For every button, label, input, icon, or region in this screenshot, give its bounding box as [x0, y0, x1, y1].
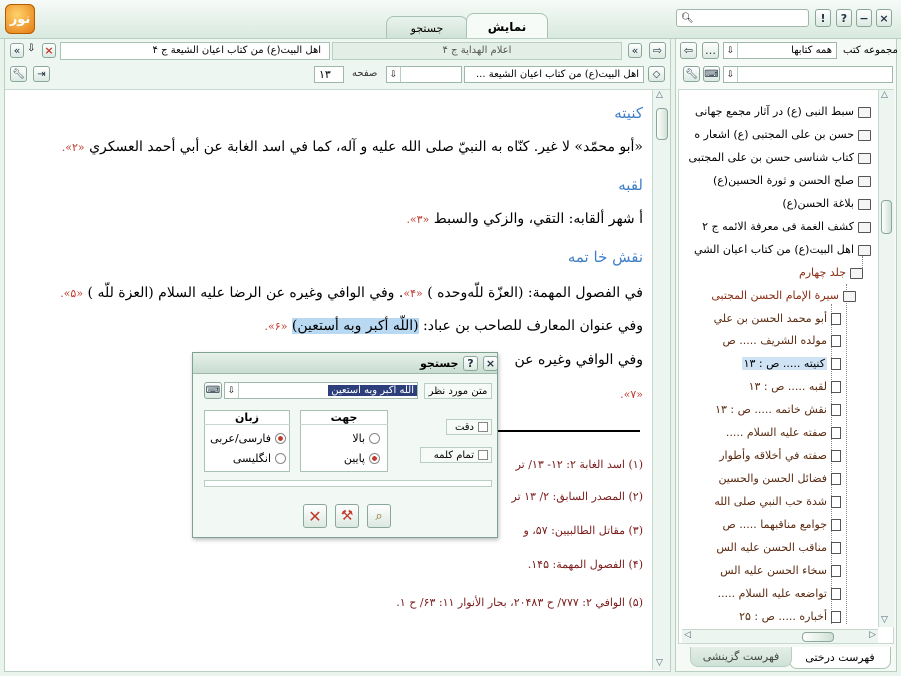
library-hscroll-left-icon[interactable]: ◁ — [684, 630, 691, 640]
alert-icon: ! — [820, 11, 826, 25]
page-icon — [831, 496, 841, 508]
para-kunya-text: «أبو محمّد» لا غير. كنّاه به النبيّ صلى الله عليه و آله، كما في اسد الغابة عن أبي أحمد العسكري — [89, 139, 643, 155]
language-english-label: انگليسى — [232, 452, 271, 465]
app-logo: نور — [5, 4, 35, 34]
library-item-6[interactable] — [686, 218, 871, 236]
toc-item-5[interactable] — [686, 401, 841, 419]
library-item-1[interactable] — [686, 103, 871, 121]
tab-scroll-left-button[interactable]: « — [10, 43, 24, 58]
exact-check-icon — [478, 422, 488, 432]
para-kunya — [62, 139, 643, 155]
library-item-label: كتاب شناسی حسن بن علی المجتبی — [688, 151, 854, 164]
collection-arrow-icon: ⇩ — [724, 43, 738, 58]
para-naqsh-2 — [265, 318, 643, 334]
collection-label: مجموعه كتب — [843, 45, 898, 56]
reader-scroll-down-icon[interactable]: ▽ — [656, 658, 663, 668]
open-book-icon — [858, 245, 871, 256]
search-progress-bar — [204, 480, 492, 487]
footnote-5: (۵) الوافي ۲: ۷۷۷/ ح ۲۰۴۸۳، بحار الأنوار ۱۱: ۶۳/ ح ۱. — [396, 596, 643, 609]
heading-naqsh: نقش خا تمه — [567, 248, 643, 266]
toc-item-label: أبو محمد الحسن بن علي — [713, 312, 827, 325]
section-combo-arrow-icon: ⇩ — [387, 67, 401, 82]
toc-item-9[interactable] — [686, 493, 841, 511]
reader-scrollbar[interactable] — [652, 90, 670, 670]
footnote-ref-3[interactable]: «۳». — [406, 213, 430, 226]
tab-view-label: نمایش — [487, 20, 527, 34]
page-icon — [831, 473, 841, 485]
book-combo-value: اهل البيت(ع) من كتاب اعيان الشيعة ... — [476, 69, 639, 80]
page-icon — [831, 565, 841, 577]
library-item-2[interactable] — [686, 126, 871, 144]
toc-item-13[interactable] — [686, 585, 841, 603]
pin-icon[interactable]: ⇩ — [27, 43, 36, 54]
book-icon — [858, 222, 871, 233]
library-item-5[interactable] — [686, 195, 871, 213]
heading-laqab: لقبه — [618, 176, 643, 194]
language-english-radio[interactable] — [208, 452, 286, 465]
library-item-3[interactable] — [686, 149, 871, 167]
direction-title: جهت — [300, 411, 388, 425]
library-item-label: صلح الحسن و ثورة الحسين(ع) — [712, 174, 854, 187]
toc-item-3[interactable] — [686, 355, 841, 373]
search-dialog-help-icon: ? — [467, 357, 474, 370]
toc-item-label-selected: كنيته ..... ص : ۱۳ — [743, 357, 825, 370]
footnote-separator — [497, 430, 640, 432]
search-highlight: (اللّه أكبر وبه أستعين) — [291, 318, 419, 334]
close-icon: × — [879, 11, 889, 25]
toc-item-label: لقبه ..... ص : ۱۳ — [748, 380, 827, 393]
library-options-button[interactable]: … — [702, 42, 719, 59]
toc-item-14[interactable] — [686, 608, 841, 626]
footnote-2: (۲) المصدر السابق: ۲/ ۱۳ تر — [511, 490, 643, 503]
page-icon — [831, 358, 841, 370]
para-naqsh-2-text: وفي عنوان المعارف للصاحب بن عباد: — [423, 318, 643, 334]
exact-label: دقت — [454, 421, 474, 433]
search-text-input[interactable] — [224, 382, 418, 399]
toc-item-11[interactable] — [686, 539, 841, 557]
toc-item-2[interactable] — [686, 332, 841, 350]
toc-item-label: جوامع مناقبهما ..... ص — [722, 518, 827, 531]
magnifier-icon: ⌕ — [375, 508, 383, 524]
tab-search[interactable] — [386, 16, 468, 39]
footnote-ref-6[interactable]: «۶». — [264, 320, 288, 333]
library-filter-arrow-icon: ⇩ — [724, 67, 738, 82]
minimize-button[interactable] — [856, 9, 872, 27]
page-icon — [831, 381, 841, 393]
radio-persian-icon — [275, 433, 286, 444]
radio-english-icon — [275, 453, 286, 464]
toc-item-label: أخباره ..... ص : ۲۵ — [739, 610, 827, 623]
library-item-7[interactable] — [686, 241, 871, 259]
tab-tree-index-label: فهرست درختی — [805, 651, 875, 664]
help-icon: ? — [840, 11, 848, 25]
radio-up-icon — [369, 433, 380, 444]
para-ref-7 — [620, 386, 643, 402]
radio-down-icon — [369, 453, 380, 464]
folder-icon — [843, 291, 856, 302]
library-hscroll-thumb[interactable] — [802, 632, 834, 642]
page-icon — [831, 427, 841, 439]
tree-line — [846, 284, 847, 624]
para-laqab-text: أ شهر ألقابه: التقي، والزكي والسبط — [433, 211, 643, 227]
para-naqsh-1-text2: . وفي الوافي وغيره عن الرضا عليه السلام (العزة للّه ) — [87, 285, 404, 301]
close-doc-icon: × — [44, 44, 54, 57]
library-keyboard-button[interactable]: ⌨ — [703, 66, 720, 82]
footnote-ref-2[interactable]: «۲». — [61, 141, 85, 154]
toc-item-8[interactable] — [686, 470, 841, 488]
page-icon — [831, 588, 841, 600]
page-icon — [831, 313, 841, 325]
toc-item-1[interactable] — [686, 310, 841, 328]
library-scroll-thumb[interactable] — [881, 200, 892, 234]
forward-button[interactable]: ⇨ — [649, 42, 666, 59]
search-dialog-title: جستجو — [420, 357, 459, 370]
cancel-icon: ✕ — [308, 506, 322, 526]
close-doc-button[interactable] — [42, 43, 56, 58]
language-persian-radio[interactable] — [208, 432, 286, 445]
minimize-icon: − — [859, 11, 869, 25]
page-icon — [831, 611, 841, 623]
book-icon — [858, 176, 871, 187]
toc-item-label: مناقب الحسن عليه الس — [716, 541, 827, 554]
clear-search-button[interactable] — [335, 504, 359, 528]
para-naqsh-1-text: في الفصول المهمة: (العزّة للّه‌وحده ) — [427, 285, 643, 301]
direction-down-radio[interactable] — [310, 452, 380, 465]
alert-button[interactable] — [815, 9, 831, 27]
toc-item-label: تواضعه عليه السلام ..... — [717, 587, 827, 600]
tab-selective-index-label: فهرست گزينشی — [702, 650, 780, 663]
section-combo[interactable] — [386, 66, 462, 83]
direction-up-radio[interactable] — [310, 432, 380, 445]
bookmark-button[interactable]: ◇ — [648, 66, 665, 82]
page-label: صفحه — [352, 68, 378, 79]
toc-item-4[interactable] — [686, 378, 841, 396]
footnote-ref-7[interactable]: «۷». — [620, 388, 643, 401]
library-back-button[interactable]: ⇦ — [680, 42, 697, 59]
library-item-label: حسن بن علی المجتبی (ع) اشعار ه — [694, 128, 854, 141]
library-wrench-button[interactable]: 🔧︎ — [683, 66, 700, 82]
whole-word-checkbox[interactable] — [420, 447, 492, 463]
close-button[interactable] — [876, 9, 892, 27]
global-search-input[interactable] — [676, 9, 809, 27]
chapter-item[interactable] — [686, 287, 856, 305]
toc-item-label: شدة حب النبي صلى الله — [714, 495, 827, 508]
collection-value: همه كتابها — [791, 45, 832, 56]
page-icon — [831, 404, 841, 416]
toc-item-label: مولده الشريف ..... ص — [722, 334, 827, 347]
library-scrollbar[interactable] — [878, 90, 894, 627]
library-item-label: اهل البيت(ع) من كتاب اعيان الشي — [694, 243, 854, 256]
search-icon: 🔍︎ — [681, 12, 694, 24]
search-input-arrow-icon: ⇩ — [225, 383, 239, 398]
search-text-label: متن مورد نظر — [424, 383, 492, 399]
language-title: زبان — [204, 411, 290, 425]
toc-item-label: صفته عليه السلام ..... ‌ — [722, 426, 827, 439]
tab-selective-index[interactable] — [690, 647, 792, 667]
reader-tab-other[interactable]: اعلام الهداية ج ۴ — [332, 42, 622, 60]
wrench-button[interactable]: 🔧︎ — [10, 66, 27, 82]
toc-item-6[interactable] — [686, 424, 841, 442]
whole-word-label: تمام كلمه — [433, 449, 474, 461]
toc-item-label: سخاء الحسن عليه الس — [720, 564, 827, 577]
library-scroll-up-icon[interactable]: △ — [881, 90, 888, 100]
library-scroll-down-icon[interactable]: ▽ — [881, 615, 888, 625]
heading-kunya: كنيته — [614, 104, 643, 122]
footnote-1: (۱) اسد الغابة ۲: ۱۲- ۱۳/ تر — [515, 458, 643, 471]
export-button[interactable]: ⇥ — [33, 66, 50, 82]
search-dialog-help-button[interactable] — [463, 356, 478, 371]
book-icon — [858, 130, 871, 141]
search-dialog-close-icon: × — [485, 357, 496, 370]
library-item-label: سبط النبی (ع) در آثار مجمع جهانی — [695, 105, 854, 118]
toc-item-label: صفته في أخلاقه وأطوار — [719, 449, 827, 462]
para-naqsh-1 — [60, 285, 643, 301]
tab-view[interactable] — [466, 13, 548, 40]
whole-word-check-icon — [478, 450, 488, 460]
book-icon — [858, 107, 871, 118]
exact-checkbox[interactable] — [446, 419, 492, 435]
direction-down-label: پايين — [343, 452, 365, 465]
book-combo[interactable] — [464, 66, 644, 83]
page-icon — [831, 335, 841, 347]
footnote-3: (۳) مقاتل الطالبيين: ۵۷، و — [523, 524, 643, 537]
footnote-4: (۴) الفصول المهمة: ۱۴۵. — [527, 558, 643, 571]
library-filter-input[interactable] — [723, 66, 893, 83]
collection-combo[interactable] — [723, 42, 837, 59]
search-text-value: الله أكبر وبه أستعين — [328, 385, 417, 396]
cancel-search-button[interactable] — [303, 504, 327, 528]
volume-item[interactable] — [713, 264, 863, 282]
direction-up-label: بالا — [352, 432, 365, 445]
tab-search-label: جستجو — [410, 21, 444, 35]
page-number-value: ۱۳ — [319, 68, 331, 81]
reader-scroll-thumb[interactable] — [656, 108, 668, 140]
library-hscroll-right-icon[interactable]: ▷ — [869, 630, 876, 640]
page-icon — [831, 519, 841, 531]
chapter-label: سيرة الإمام الحسن المجتبی — [711, 289, 839, 302]
library-item-label: بلاغة الحسن(ع) — [782, 197, 854, 210]
search-dialog-close-button[interactable] — [483, 356, 498, 371]
tab-tree-index[interactable] — [789, 647, 891, 669]
toc-item-12[interactable] — [686, 562, 841, 580]
volume-label: جلد چهارم — [798, 266, 846, 279]
footnote-ref-4[interactable]: «۴» — [403, 287, 423, 300]
page-number-input[interactable] — [314, 66, 344, 83]
reader-scroll-up-icon[interactable]: △ — [656, 90, 663, 100]
para-laqab — [406, 211, 643, 227]
page-icon — [831, 450, 841, 462]
language-persian-label: فارسى/عربى — [210, 432, 271, 445]
tab-scroll-right-button[interactable]: « — [628, 43, 642, 58]
book-icon — [858, 153, 871, 164]
folder-icon — [850, 268, 863, 279]
help-button[interactable] — [836, 9, 852, 27]
page-icon — [831, 542, 841, 554]
keyboard-button[interactable]: ⌨ — [204, 382, 222, 399]
library-item-4[interactable] — [686, 172, 871, 190]
footnote-ref-5[interactable]: «۵». — [60, 287, 84, 300]
toc-item-label: نقش خاتمه ..... ص : ۱۳ — [715, 403, 827, 416]
book-icon — [858, 199, 871, 210]
toc-item-10[interactable] — [686, 516, 841, 534]
para-naqsh-3-text: وفي الوافي وغيره عن — [514, 352, 643, 368]
start-search-button[interactable] — [367, 504, 391, 528]
broom-icon: ⚒ — [340, 508, 354, 524]
reader-tab-current[interactable]: اهل البيت(ع) من كتاب اعيان الشيعة ج ۴ — [60, 42, 330, 60]
library-hscrollbar[interactable] — [682, 629, 878, 643]
toc-item-7[interactable] — [686, 447, 841, 465]
library-item-label: كشف الغمة فی معرفة الائمه ج ۲ — [702, 220, 854, 233]
toc-item-label: فضائل الحسن والحسين — [718, 472, 827, 485]
